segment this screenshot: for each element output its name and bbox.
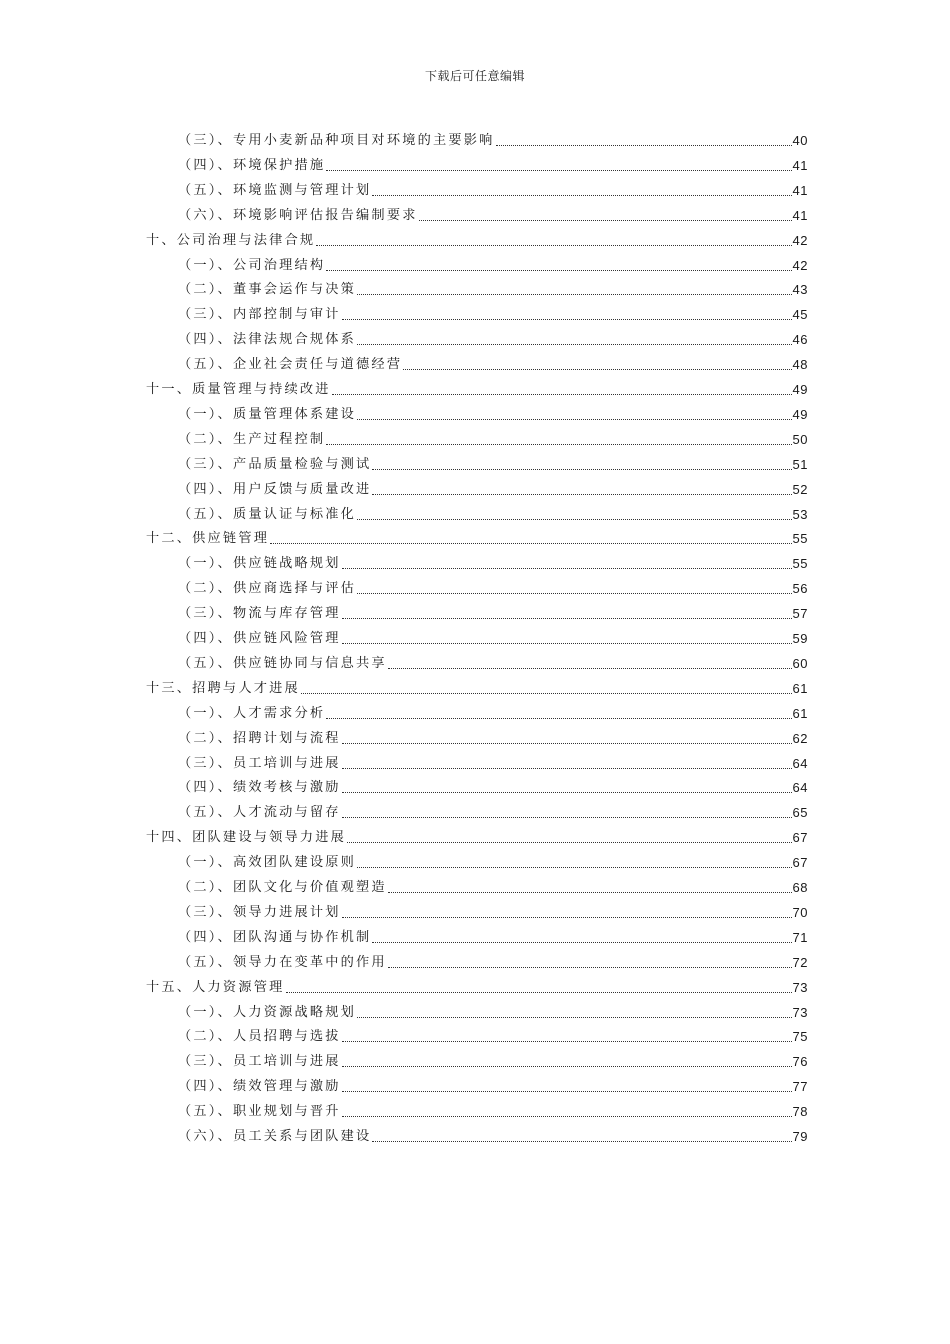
toc-entry-label: （一）、人才需求分析 <box>178 705 326 721</box>
toc-entry-label: （一）、高效团队建设原则 <box>178 855 357 871</box>
toc-dot-leader <box>342 1091 792 1092</box>
toc-section-entry[interactable] <box>178 997 808 1022</box>
toc-section-entry[interactable] <box>178 499 808 524</box>
toc-section-entry[interactable] <box>178 573 808 598</box>
toc-section-entry[interactable] <box>178 797 808 822</box>
toc-dot-leader <box>388 967 792 968</box>
toc-page-number: 55 <box>792 531 808 547</box>
toc-section-entry[interactable] <box>178 623 808 648</box>
toc-dot-leader <box>388 892 792 893</box>
page-header: 下载后可任意编辑 <box>424 69 525 83</box>
toc-entry-label: （四）、供应链风险管理 <box>178 631 341 646</box>
toc-entry-label: （二）、团队文化与价值观塑造 <box>178 880 387 895</box>
toc-entry-label: （二）、招聘计划与流程 <box>178 730 341 746</box>
toc-page-number: 41 <box>792 157 808 173</box>
toc-page-number: 61 <box>792 705 808 721</box>
toc-page-number: 48 <box>792 357 808 373</box>
toc-chapter-entry[interactable] <box>146 523 808 548</box>
toc-dot-leader <box>496 145 792 146</box>
toc-entry-label: （四）、绩效考核与激励 <box>178 780 341 796</box>
toc-entry-label: 十二、供应链管理 <box>146 531 270 547</box>
toc-entry-label: （一）、供应链战略规划 <box>178 556 341 572</box>
toc-entry-label: （四）、团队沟通与协作机制 <box>178 929 372 945</box>
toc-page-number: 71 <box>792 929 808 945</box>
toc-page-number: 67 <box>792 855 808 871</box>
toc-section-entry[interactable] <box>178 748 808 773</box>
toc-section-entry[interactable] <box>178 424 808 449</box>
toc-page-number: 61 <box>792 680 808 696</box>
toc-page-number: 78 <box>792 1104 808 1120</box>
toc-dot-leader <box>357 419 791 420</box>
toc-entry-label: （四）、环境保护措施 <box>178 157 326 173</box>
toc-dot-leader <box>372 494 791 495</box>
toc-entry-label: 十、公司治理与法律合规 <box>146 232 316 248</box>
toc-page-number: 51 <box>792 456 808 472</box>
toc-dot-leader <box>347 842 791 843</box>
toc-chapter-entry[interactable] <box>146 822 808 847</box>
toc-page-number: 73 <box>792 1004 808 1020</box>
toc-entry-label: 十一、质量管理与持续改进 <box>146 382 331 397</box>
toc-entry-label: （三）、员工培训与进展 <box>178 1054 341 1070</box>
toc-entry-label: （六）、环境影响评估报告编制要求 <box>178 207 418 223</box>
toc-section-entry[interactable] <box>178 772 808 797</box>
toc-dot-leader <box>342 1041 792 1042</box>
toc-page-number: 42 <box>792 232 808 248</box>
toc-dot-leader <box>342 1066 792 1067</box>
toc-entry-label: （一）、公司治理结构 <box>178 257 326 273</box>
toc-entry-label: （四）、绩效管理与激励 <box>178 1079 341 1095</box>
toc-section-entry[interactable] <box>178 274 808 299</box>
toc-section-entry[interactable] <box>178 1096 808 1121</box>
toc-page-number: 42 <box>792 257 808 273</box>
toc-dot-leader <box>372 942 791 943</box>
toc-entry-label: （二）、董事会运作与决策 <box>178 282 357 298</box>
toc-page-number: 62 <box>792 730 808 746</box>
toc-entry-label: （三）、专用小麦新品种项目对环境的主要影响 <box>178 133 495 148</box>
toc-entry-label: （二）、生产过程控制 <box>178 431 326 447</box>
toc-dot-leader <box>357 344 791 345</box>
toc-page-number: 68 <box>792 880 808 895</box>
toc-section-entry[interactable] <box>178 349 808 374</box>
toc-entry-label: （五）、职业规划与晋升 <box>178 1104 341 1120</box>
toc-page-number: 64 <box>792 780 808 796</box>
toc-section-entry[interactable] <box>178 125 808 150</box>
toc-page-number: 64 <box>792 755 808 771</box>
toc-page-number: 77 <box>792 1079 808 1095</box>
toc-page-number: 41 <box>792 207 808 223</box>
toc-section-entry[interactable] <box>178 947 808 972</box>
toc-dot-leader <box>342 743 792 744</box>
toc-dot-leader <box>342 568 792 569</box>
toc-dot-leader <box>326 444 791 445</box>
toc-entry-label: （五）、质量认证与标准化 <box>178 506 357 522</box>
toc-entry-label: （二）、人员招聘与选拔 <box>178 1029 341 1045</box>
toc-dot-leader <box>326 718 791 719</box>
toc-dot-leader <box>332 394 792 395</box>
toc-dot-leader <box>286 992 792 993</box>
toc-section-entry[interactable] <box>178 1071 808 1096</box>
toc-page-number: 72 <box>792 954 808 970</box>
toc-dot-leader <box>357 867 791 868</box>
toc-dot-leader <box>301 693 792 694</box>
toc-page-number: 73 <box>792 979 808 995</box>
toc-page-number: 76 <box>792 1054 808 1070</box>
toc-dot-leader <box>357 593 791 594</box>
toc-section-entry[interactable] <box>178 922 808 947</box>
toc-dot-leader <box>342 768 792 769</box>
toc-section-entry[interactable] <box>178 698 808 723</box>
toc-page-number: 53 <box>792 506 808 522</box>
toc-entry-label: （一）、人力资源战略规划 <box>178 1004 357 1020</box>
toc-page-number: 67 <box>792 830 808 846</box>
toc-chapter-entry[interactable] <box>146 673 808 698</box>
toc-page-number: 70 <box>792 904 808 920</box>
toc-section-entry[interactable] <box>178 1121 808 1146</box>
toc-page-number: 56 <box>792 581 808 597</box>
toc-section-entry[interactable] <box>178 299 808 324</box>
toc-section-entry[interactable] <box>178 250 808 275</box>
toc-dot-leader <box>372 195 791 196</box>
toc-section-entry[interactable] <box>178 897 808 922</box>
toc-section-entry[interactable] <box>178 1046 808 1071</box>
toc-page-number: 52 <box>792 481 808 497</box>
toc-dot-leader <box>403 369 791 370</box>
toc-section-entry[interactable] <box>178 548 808 573</box>
toc-page-number: 46 <box>792 332 808 348</box>
toc-dot-leader <box>388 668 792 669</box>
toc-page-number: 40 <box>792 133 808 148</box>
toc-entry-label: （四）、用户反馈与质量改进 <box>178 481 372 497</box>
toc-dot-leader <box>342 1116 792 1117</box>
toc-page-number: 43 <box>792 282 808 298</box>
toc-dot-leader <box>316 245 791 246</box>
toc-entry-label: （二）、供应商选择与评估 <box>178 581 357 597</box>
toc-entry-label: （五）、领导力在变革中的作用 <box>178 954 387 970</box>
toc-dot-leader <box>342 643 792 644</box>
toc-entry-label: 十四、团队建设与领导力进展 <box>146 830 347 846</box>
toc-dot-leader <box>357 294 791 295</box>
toc-dot-leader <box>326 270 791 271</box>
toc-page-number: 41 <box>792 182 808 198</box>
toc-section-entry[interactable] <box>178 150 808 175</box>
toc-dot-leader <box>342 817 792 818</box>
toc-chapter-entry[interactable] <box>146 225 808 250</box>
toc-dot-leader <box>357 1017 791 1018</box>
toc-section-entry[interactable] <box>178 1021 808 1046</box>
toc-dot-leader <box>342 618 792 619</box>
toc-entry-label: （三）、物流与库存管理 <box>178 606 341 622</box>
toc-dot-leader <box>357 519 791 520</box>
toc-section-entry[interactable] <box>178 449 808 474</box>
toc-entry-label: （六）、员工关系与团队建设 <box>178 1129 372 1144</box>
toc-entry-label: （一）、质量管理体系建设 <box>178 406 357 422</box>
toc-section-entry[interactable] <box>178 598 808 623</box>
toc-page-number: 45 <box>792 307 808 323</box>
toc-entry-label: 十五、人力资源管理 <box>146 979 285 995</box>
toc-section-entry[interactable] <box>178 648 808 673</box>
toc-page-number: 79 <box>792 1129 808 1144</box>
toc-entry-label: （五）、环境监测与管理计划 <box>178 182 372 198</box>
toc-section-entry[interactable] <box>178 872 808 897</box>
toc-entry-label: 十三、招聘与人才进展 <box>146 680 300 696</box>
toc-section-entry[interactable] <box>178 200 808 225</box>
toc-entry-label: （五）、供应链协同与信息共享 <box>178 655 387 671</box>
toc-section-entry[interactable] <box>178 474 808 499</box>
toc-section-entry[interactable] <box>178 324 808 349</box>
toc-page-number: 49 <box>792 382 808 397</box>
toc-dot-leader <box>372 1141 791 1142</box>
toc-dot-leader <box>342 917 792 918</box>
toc-dot-leader <box>342 792 792 793</box>
toc-entry-label: （三）、领导力进展计划 <box>178 904 341 920</box>
toc-page-number: 50 <box>792 431 808 447</box>
toc-page-number: 55 <box>792 556 808 572</box>
toc-dot-leader <box>342 319 792 320</box>
toc-section-entry[interactable] <box>178 399 808 424</box>
toc-dot-leader <box>270 543 791 544</box>
toc-entry-label: （五）、企业社会责任与道德经营 <box>178 357 403 373</box>
toc-page-number: 65 <box>792 805 808 821</box>
toc-entry-label: （五）、人才流动与留存 <box>178 805 341 821</box>
toc-chapter-entry[interactable] <box>146 374 808 399</box>
toc-dot-leader <box>372 469 791 470</box>
toc-entry-label: （三）、员工培训与进展 <box>178 755 341 771</box>
toc-page-number: 49 <box>792 406 808 422</box>
toc-section-entry[interactable] <box>178 175 808 200</box>
toc-section-entry[interactable] <box>178 847 808 872</box>
toc-page-number: 60 <box>792 655 808 671</box>
toc-entry-label: （三）、产品质量检验与测试 <box>178 456 372 472</box>
toc-page-number: 57 <box>792 606 808 622</box>
toc-section-entry[interactable] <box>178 723 808 748</box>
toc-entry-label: （四）、法律法规合规体系 <box>178 332 357 348</box>
toc-dot-leader <box>419 220 792 221</box>
toc-page-number: 75 <box>792 1029 808 1045</box>
toc-entry-label: （三）、内部控制与审计 <box>178 307 341 323</box>
toc-dot-leader <box>326 170 791 171</box>
toc-page-number: 59 <box>792 631 808 646</box>
toc-chapter-entry[interactable] <box>146 972 808 997</box>
